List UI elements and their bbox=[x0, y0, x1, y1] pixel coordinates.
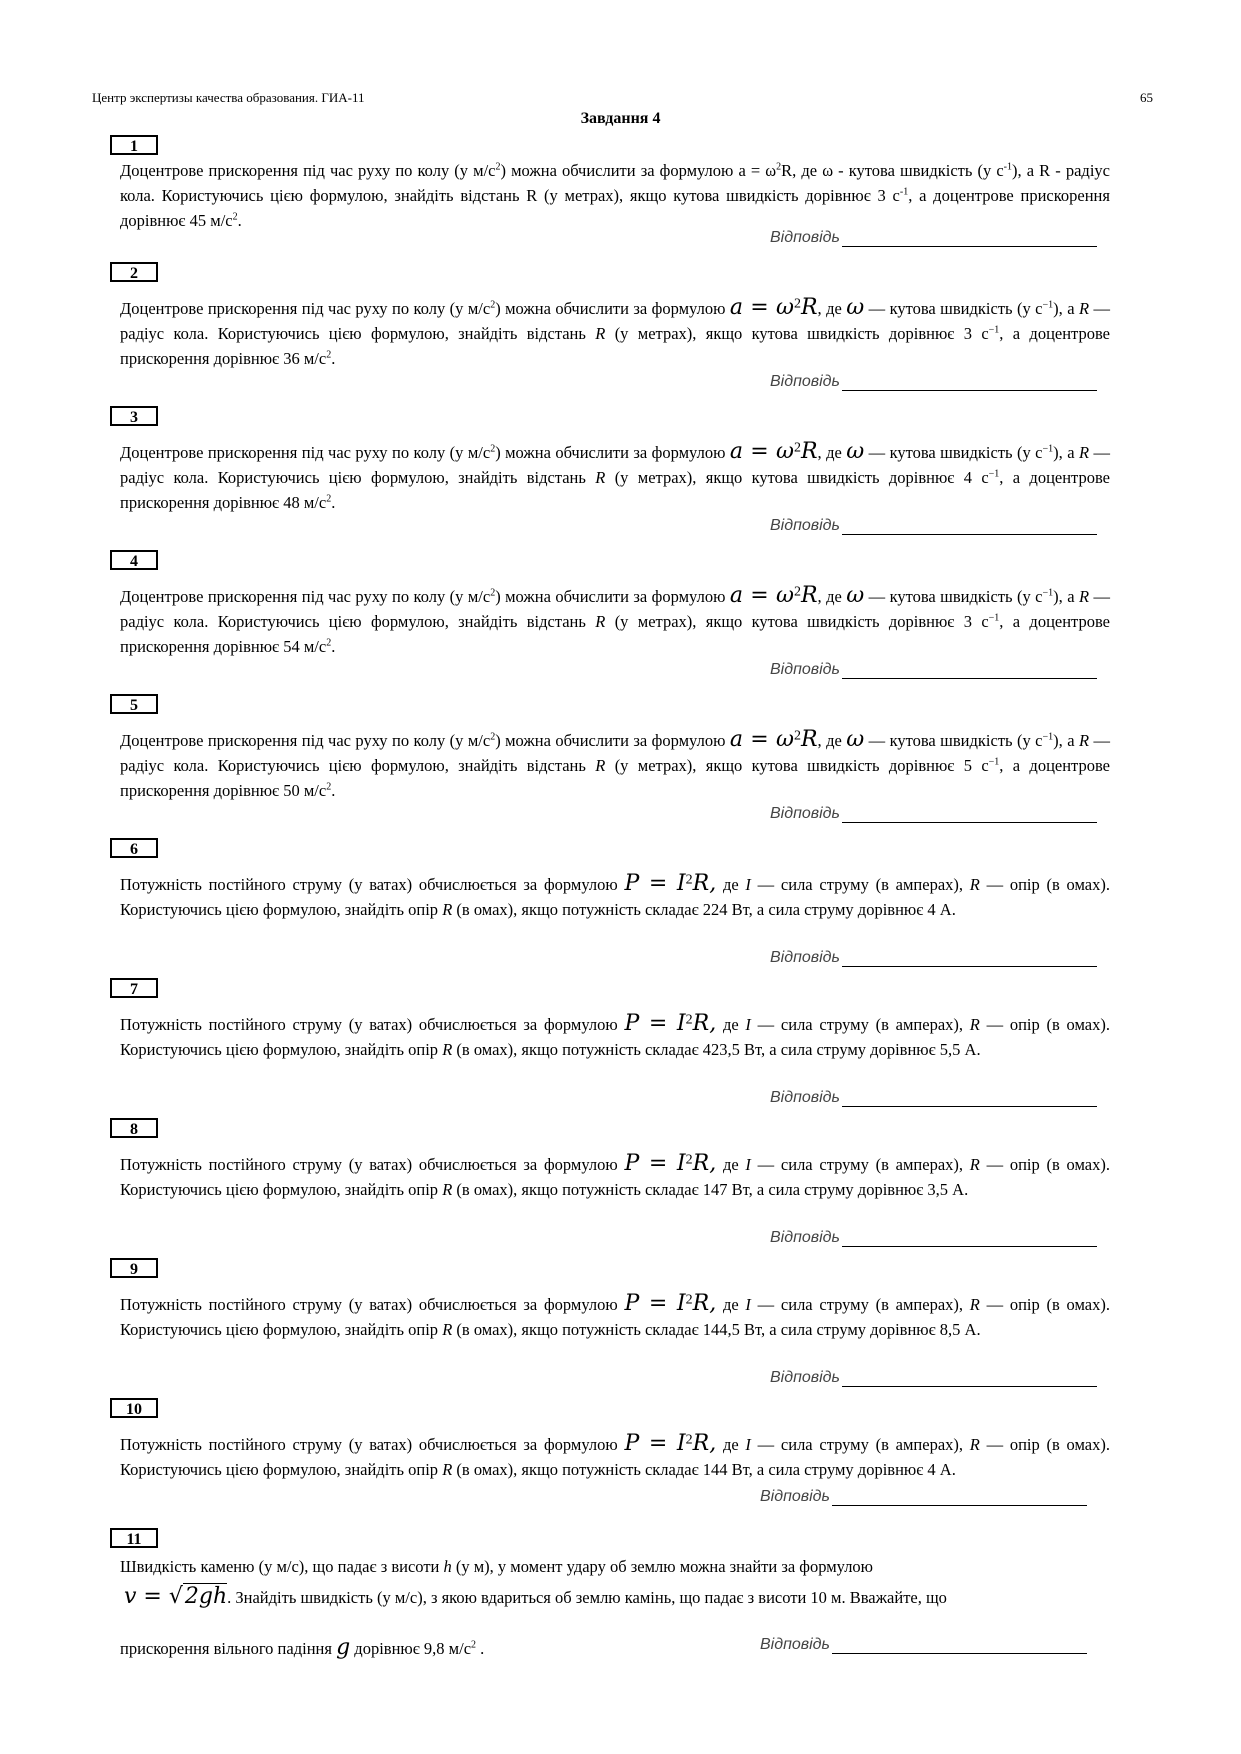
task-number: 7 bbox=[110, 978, 158, 998]
answer-field[interactable]: Відповідь bbox=[770, 1229, 1097, 1247]
task-text: Потужність постійного струму (у ватах) обчислюється за формулою $P = I^2R$, де I — сила струму (в амперах), R — опір (в омах). Користуючись цією формулою, знайдіть опір R (в омах), якщо потужність складає 224 Вт, а сила струму дорівнює 4 А. bbox=[120, 871, 1111, 919]
task-number: 3 bbox=[110, 406, 158, 426]
task-text-cont: прискорення вільного падіння g дорівнює 9,8 $м/с^2$ . bbox=[120, 1635, 485, 1660]
page-title: Завдання 4 bbox=[580, 110, 661, 127]
task-number: 9 bbox=[110, 1258, 158, 1278]
answer-field[interactable]: Відповідь bbox=[760, 1488, 1087, 1506]
task-text: Доцентрове прискорення під час руху по колу (у $м/с^2$) можна обчислити за формулою $a = \omega^2R$, де ω — кутова швидкість (у $с^{-1}$), а R — радіус кола. Користуючись цією формулою, знайдіть відстань R (у метрах), якщо кутова швидкість дорівнює 5 $с^{-1}$, а доцентрове прискорення дорівнює 50 $м/с^2$. bbox=[120, 727, 1111, 800]
answer-field[interactable]: Відповідь bbox=[770, 229, 1097, 247]
page-number: 65 bbox=[1140, 90, 1153, 105]
answer-field[interactable]: Відповідь bbox=[770, 373, 1097, 391]
header-source: Центр экспертизы качества образования. ГИА-11 bbox=[92, 90, 365, 105]
task-number: 5 bbox=[110, 694, 158, 714]
task-number: 4 bbox=[110, 550, 158, 570]
task-text: Потужність постійного струму (у ватах) обчислюється за формулою $P = I^2R$, де I — сила струму (в амперах), R — опір (в омах). Користуючись цією формулою, знайдіть опір R (в омах), якщо потужність складає 147 Вт, а сила струму дорівнює 3,5 А. bbox=[120, 1151, 1111, 1199]
task-text: Потужність постійного струму (у ватах) обчислюється за формулою $P = I^2R$, де I — сила струму (в амперах), R — опір (в омах). Користуючись цією формулою, знайдіть опір R (в омах), якщо потужність складає 144,5 Вт, а сила струму дорівнює 8,5 А. bbox=[120, 1291, 1111, 1339]
task-text: Доцентрове прискорення під час руху по колу (у $м/с^2$) можна обчислити за формулою $a = \omega^2R$, де ω — кутова швидкість (у $с^{-1}$), а R — радіус кола. Користуючись цією формулою, знайдіть відстань R (у метрах), якщо кутова швидкість дорівнює 3 $с^{-1}$, а доцентрове прискорення дорівнює 54 $м/с^2$. bbox=[120, 583, 1111, 656]
task-number: 2 bbox=[110, 262, 158, 282]
task-text: Доцентрове прискорення під час руху по колу (у $м/с^2$) можна обчислити за формулою $a = \omega^2R$, де ω - кутова швидкість (у $с^{-1}$), а R - радіус кола. Користуючись цією формулою, знайдіть відстань R (у метрах), якщо кутова швидкість дорівнює 3 $с^{-1}$, а доцентрове прискорення дорівнює 45 $м/с^2$. bbox=[120, 161, 1110, 230]
answer-field[interactable]: Відповідь bbox=[770, 949, 1097, 967]
task-text: Потужність постійного струму (у ватах) обчислюється за формулою $P = I^2R$, де I — сила струму (в амперах), R — опір (в омах). Користуючись цією формулою, знайдіть опір R (в омах), якщо потужність складає 144 Вт, а сила струму дорівнює 4 А. bbox=[120, 1431, 1111, 1479]
task-text: Потужність постійного струму (у ватах) обчислюється за формулою $P = I^2R$, де I — сила струму (в амперах), R — опір (в омах). Користуючись цією формулою, знайдіть опір R (в омах), якщо потужність складає 423,5 Вт, а сила струму дорівнює 5,5 А. bbox=[120, 1011, 1111, 1059]
task-text: Доцентрове прискорення під час руху по колу (у $м/с^2$) можна обчислити за формулою $a = \omega^2R$, де ω — кутова швидкість (у $с^{-1}$), а R — радіус кола. Користуючись цією формулою, знайдіть відстань R (у метрах), якщо кутова швидкість дорівнює 4 $с^{-1}$, а доцентрове прискорення дорівнює 48 $м/с^2$. bbox=[120, 439, 1111, 512]
answer-field[interactable]: Відповідь bbox=[770, 1369, 1097, 1387]
task-text: Швидкість каменю (у м/с), що падає з висоти h (у м), у момент удару об землю можна знайти за формулою v = √2gh. Знайдіть швидкість (у м/с), з якою вдариться об землю камінь, що падає з висоти 10 м. Вважайте, що bbox=[120, 1557, 947, 1609]
answer-field[interactable]: Відповідь bbox=[760, 1636, 1087, 1654]
task-number: 10 bbox=[110, 1398, 158, 1418]
task-text: Доцентрове прискорення під час руху по колу (у $м/с^2$) можна обчислити за формулою $a = \omega^2R$, де ω — кутова швидкість (у $с^{-1}$), а R — радіус кола. Користуючись цією формулою, знайдіть відстань R (у метрах), якщо кутова швидкість дорівнює 3 $с^{-1}$, а доцентрове прискорення дорівнює 36 $м/с^2$. bbox=[120, 295, 1111, 368]
task-number: 6 bbox=[110, 838, 158, 858]
task-number: 1 bbox=[110, 135, 158, 155]
answer-field[interactable]: Відповідь bbox=[770, 517, 1097, 535]
task-number: 8 bbox=[110, 1118, 158, 1138]
answer-field[interactable]: Відповідь bbox=[770, 1089, 1097, 1107]
task-number: 11 bbox=[110, 1528, 158, 1548]
answer-field[interactable]: Відповідь bbox=[770, 661, 1097, 679]
answer-field[interactable]: Відповідь bbox=[770, 805, 1097, 823]
